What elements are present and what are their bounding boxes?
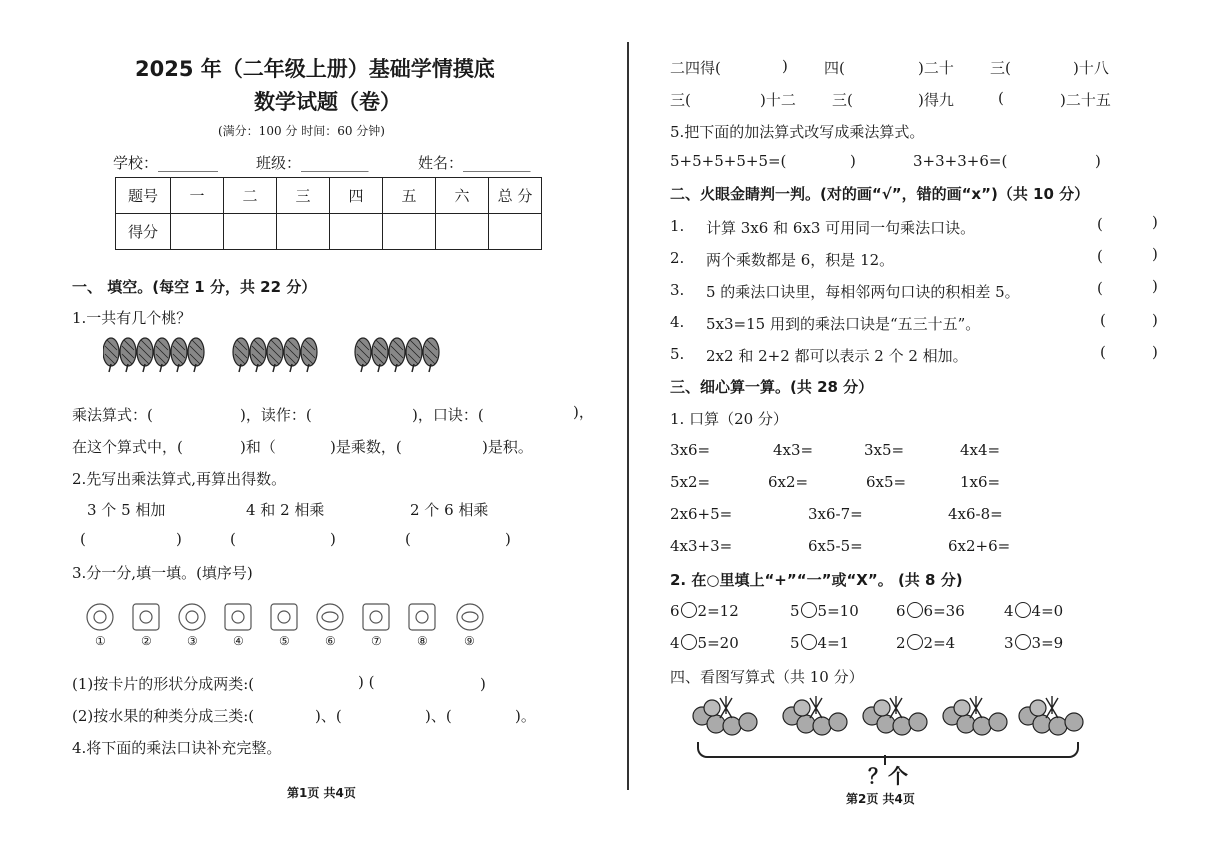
judge-num-4: 4. (670, 313, 685, 331)
judge-num-2: 2. (670, 249, 685, 267)
question-count-label: ？个 (868, 764, 908, 788)
score-cell[interactable] (330, 214, 383, 250)
q3-a: (1)按卡片的形状分成两类:( (72, 675, 255, 693)
judge-num-1: 1. (670, 217, 685, 235)
q5-text: 5.把下面的加法算式改写成乘法算式。 (670, 123, 925, 141)
judge-close-5: ) (1152, 343, 1158, 361)
calc-4-3[interactable]: 6x2+6= (948, 537, 1011, 555)
circle-eq-right: 2=12 (697, 602, 739, 620)
calc-3-3[interactable]: 4x6-8= (948, 505, 1003, 523)
judge-open-1[interactable]: ( (1097, 215, 1103, 233)
q2-answer-close-2: ) (330, 530, 336, 548)
part4-heading: 四、看图写算式（共 10 分） (670, 668, 864, 686)
circle-blank-icon[interactable] (1015, 634, 1031, 650)
circle-eq-right: 5=20 (697, 634, 739, 652)
judge-close-1: ) (1152, 213, 1158, 231)
circle-blank-icon[interactable] (681, 634, 697, 650)
score-cell[interactable] (383, 214, 436, 250)
q1-line1-a: 乘法算式：( (72, 406, 153, 424)
r2-e: ( (998, 89, 1004, 107)
peach-group-3 (355, 338, 439, 372)
judge-text-3: 5 的乘法口诀里，每相邻两句口诀的积相差 5。 (706, 283, 1020, 301)
r2-d: )得九 (918, 91, 954, 109)
r2-a: 三( (670, 91, 691, 109)
q1-line2-a: 在这个算式中，( (72, 438, 183, 456)
circle-eq-right: 3=9 (1031, 634, 1064, 652)
circle-eq-2-3[interactable] (896, 634, 955, 652)
card-num-2: ② (141, 634, 152, 648)
q2-text: 2.先写出乘法算式,再算出得数。 (72, 470, 287, 488)
circle-blank-icon[interactable] (1015, 602, 1031, 618)
q2-answer-close-3: ) (505, 530, 511, 548)
judge-text-1: 计算 3x6 和 6x3 可用同一句乘法口诀。 (706, 219, 976, 237)
q2-answer-close-1: ) (176, 530, 182, 548)
table-cell: 总 分 (489, 178, 542, 214)
circle-eq-right: 2=4 (923, 634, 956, 652)
exam-info: (满分：100 分 时间：60 分钟) (218, 124, 385, 138)
circle-blank-icon[interactable] (907, 634, 923, 650)
q2-answer-open-3[interactable]: ( (405, 530, 411, 548)
circle-eq-left: 3 (1004, 634, 1014, 652)
calc-2-3[interactable]: 6x5= (866, 473, 907, 491)
card-8-square (409, 604, 435, 630)
part3-sub2: 2. 在○里填上“+”“一”或“X”。 (共 8 分) (670, 571, 963, 589)
card-6-circle (317, 604, 343, 630)
score-table-score-row (116, 214, 542, 250)
circle-eq-right: 4=1 (817, 634, 850, 652)
circle-eq-1-1[interactable] (670, 602, 739, 620)
card-num-9: ⑨ (464, 634, 475, 648)
calc-2-4[interactable]: 1x6= (960, 473, 1001, 491)
footer-right: 第2页 共4页 (846, 792, 915, 806)
circle-eq-left: 6 (896, 602, 906, 620)
fruit-bunches (692, 694, 1087, 740)
q2-answer-open-1[interactable]: ( (80, 530, 86, 548)
judge-open-3[interactable]: ( (1097, 279, 1103, 297)
score-cell[interactable] (436, 214, 489, 250)
circle-eq-2-2[interactable] (790, 634, 849, 652)
q5-a: 5+5+5+5+5=( (670, 152, 787, 170)
score-cell[interactable] (489, 214, 542, 250)
circle-eq-right: 6=36 (923, 602, 965, 620)
card-5-square (271, 604, 297, 630)
peach-group-2 (233, 338, 317, 372)
circle-blank-icon[interactable] (681, 602, 697, 618)
part2-heading: 二、火眼金睛判一判。(对的画“√”，错的画“x”)（共 10 分） (670, 185, 1090, 203)
judge-close-2: ) (1152, 245, 1158, 263)
q5-b2: ) (1095, 152, 1101, 170)
q3-b: (2)按水果的种类分成三类:( (72, 707, 255, 725)
table-cell: 六 (436, 178, 489, 214)
calc-1-2[interactable]: 4x3= (773, 441, 814, 459)
card-1-circle (87, 604, 113, 630)
judge-text-2: 两个乘数都是 6，积是 12。 (706, 251, 895, 269)
calc-4-2[interactable]: 6x5-5= (808, 537, 863, 555)
judge-open-2[interactable]: ( (1097, 247, 1103, 265)
part1-heading: 一、 填空。(每空 1 分，共 22 分） (72, 278, 317, 296)
card-num-1: ① (95, 634, 106, 648)
card-num-3: ③ (187, 634, 198, 648)
footer-left: 第1页 共4页 (287, 786, 356, 800)
judge-text-4: 5x3=15 用到的乘法口诀是“五三十五”。 (706, 315, 981, 333)
name-field[interactable]: 姓名：_________ (418, 154, 531, 172)
card-7-square (363, 604, 389, 630)
exam-title-line2: 数学试题（卷） (254, 90, 401, 114)
calc-2-2[interactable]: 6x2= (768, 473, 809, 491)
circle-eq-2-1[interactable] (670, 634, 739, 652)
school-field[interactable]: 学校：________ (113, 154, 219, 172)
judge-text-5: 2x2 和 2+2 都可以表示 2 个 2 相加。 (706, 347, 968, 365)
calc-3-1[interactable]: 2x6+5= (670, 505, 733, 523)
judge-num-3: 3. (670, 281, 685, 299)
card-9-circle (457, 604, 483, 630)
judge-open-4[interactable]: ( (1100, 311, 1106, 329)
q2-item-2: 4 和 2 相乘 (246, 501, 325, 519)
score-cell[interactable] (224, 214, 277, 250)
circle-eq-left: 5 (790, 634, 800, 652)
circle-blank-icon[interactable] (907, 602, 923, 618)
calc-1-1[interactable]: 3x6= (670, 441, 711, 459)
r1-d: )二十 (918, 59, 954, 77)
table-cell: 题号 (116, 178, 171, 214)
judge-close-3: ) (1152, 277, 1158, 295)
table-cell: 四 (330, 178, 383, 214)
circle-eq-1-4[interactable] (1004, 602, 1063, 620)
calc-3-2[interactable]: 3x6-7= (808, 505, 863, 523)
circle-eq-left: 6 (670, 602, 680, 620)
card-2-square (133, 604, 159, 630)
calc-1-3[interactable]: 3x5= (864, 441, 905, 459)
q3-text: 3.分一分,填一填。(填序号) (72, 564, 253, 582)
card-num-4: ④ (233, 634, 244, 648)
judge-num-5: 5. (670, 345, 685, 363)
r2-c: 三( (832, 91, 853, 109)
r2-f: )二十五 (1060, 91, 1111, 109)
score-table-header-row (116, 178, 542, 214)
score-cell[interactable] (277, 214, 330, 250)
q2-item-1: 3 个 5 相加 (87, 501, 166, 519)
card-num-8: ⑧ (417, 634, 428, 648)
q1-line2-b: )和（ (240, 438, 276, 456)
q3-a2: ) ( (358, 673, 375, 691)
circle-eq-left: 5 (790, 602, 800, 620)
class-field[interactable]: 班级：_________ (256, 154, 369, 172)
circle-eq-left: 2 (896, 634, 906, 652)
part3-heading: 三、细心算一算。(共 28 分） (670, 378, 874, 396)
judge-close-4: ) (1152, 311, 1158, 329)
card-num-7: ⑦ (371, 634, 382, 648)
circle-blank-icon[interactable] (801, 602, 817, 618)
calc-2-1[interactable]: 5x2= (670, 473, 711, 491)
q2-answer-open-2[interactable]: ( (230, 530, 236, 548)
exam-title-line1: 2025 年（二年级上册）基础学情摸底 (135, 57, 495, 81)
q1-line1-b: )，读作：( (240, 406, 312, 424)
q1-line2-d: )是积。 (482, 438, 533, 456)
q3-b3: )、( (425, 707, 452, 725)
q1-text: 1.一共有几个桃？ (72, 309, 192, 327)
peach-groups (103, 336, 448, 374)
r2-b: )十二 (760, 91, 796, 109)
card-num-5: ⑤ (279, 634, 290, 648)
circle-eq-left: 4 (1004, 602, 1014, 620)
table-cell: 得分 (116, 214, 171, 250)
table-cell: 三 (277, 178, 330, 214)
part3-sub1: 1. 口算（20 分） (670, 410, 788, 428)
card-3-circle (179, 604, 205, 630)
q5-b: 3+3+3+6=( (913, 152, 1008, 170)
circle-eq-left: 4 (670, 634, 680, 652)
circle-eq-right: 4=0 (1031, 602, 1064, 620)
r1-b: ) (782, 57, 788, 75)
table-cell: 五 (383, 178, 436, 214)
q1-line1-c: )，口诀：( (412, 406, 484, 424)
circle-eq-right: 5=10 (817, 602, 859, 620)
r1-a: 二四得( (670, 59, 721, 77)
q1-line2-c: )是乘数，( (330, 438, 402, 456)
circle-eq-2-4[interactable] (1004, 634, 1063, 652)
score-cell[interactable] (171, 214, 224, 250)
calc-4-1[interactable]: 4x3+3= (670, 537, 733, 555)
table-cell: 一 (171, 178, 224, 214)
judge-open-5[interactable]: ( (1100, 343, 1106, 361)
r1-e: 三( (990, 59, 1011, 77)
q1-line1-d: )， (573, 403, 594, 421)
page-divider (627, 42, 629, 790)
r1-f: )十八 (1073, 59, 1109, 77)
q5-a2: ) (850, 152, 856, 170)
peach-group-1 (103, 338, 204, 372)
q2-item-3: 2 个 6 相乘 (410, 501, 489, 519)
card-num-6: ⑥ (325, 634, 336, 648)
table-cell: 二 (224, 178, 277, 214)
q3-a3: ) (480, 675, 486, 693)
circle-blank-icon[interactable] (801, 634, 817, 650)
circle-eq-1-2[interactable] (790, 602, 859, 620)
score-table (115, 177, 542, 250)
circle-eq-1-3[interactable] (896, 602, 965, 620)
q4-text: 4.将下面的乘法口诀补充完整。 (72, 739, 282, 757)
card-4-square (225, 604, 251, 630)
q3-b2: )、( (315, 707, 342, 725)
q3-b4: )。 (515, 707, 536, 725)
grouping-brace (697, 742, 1079, 758)
calc-1-4[interactable]: 4x4= (960, 441, 1001, 459)
r1-c: 四( (824, 59, 845, 77)
